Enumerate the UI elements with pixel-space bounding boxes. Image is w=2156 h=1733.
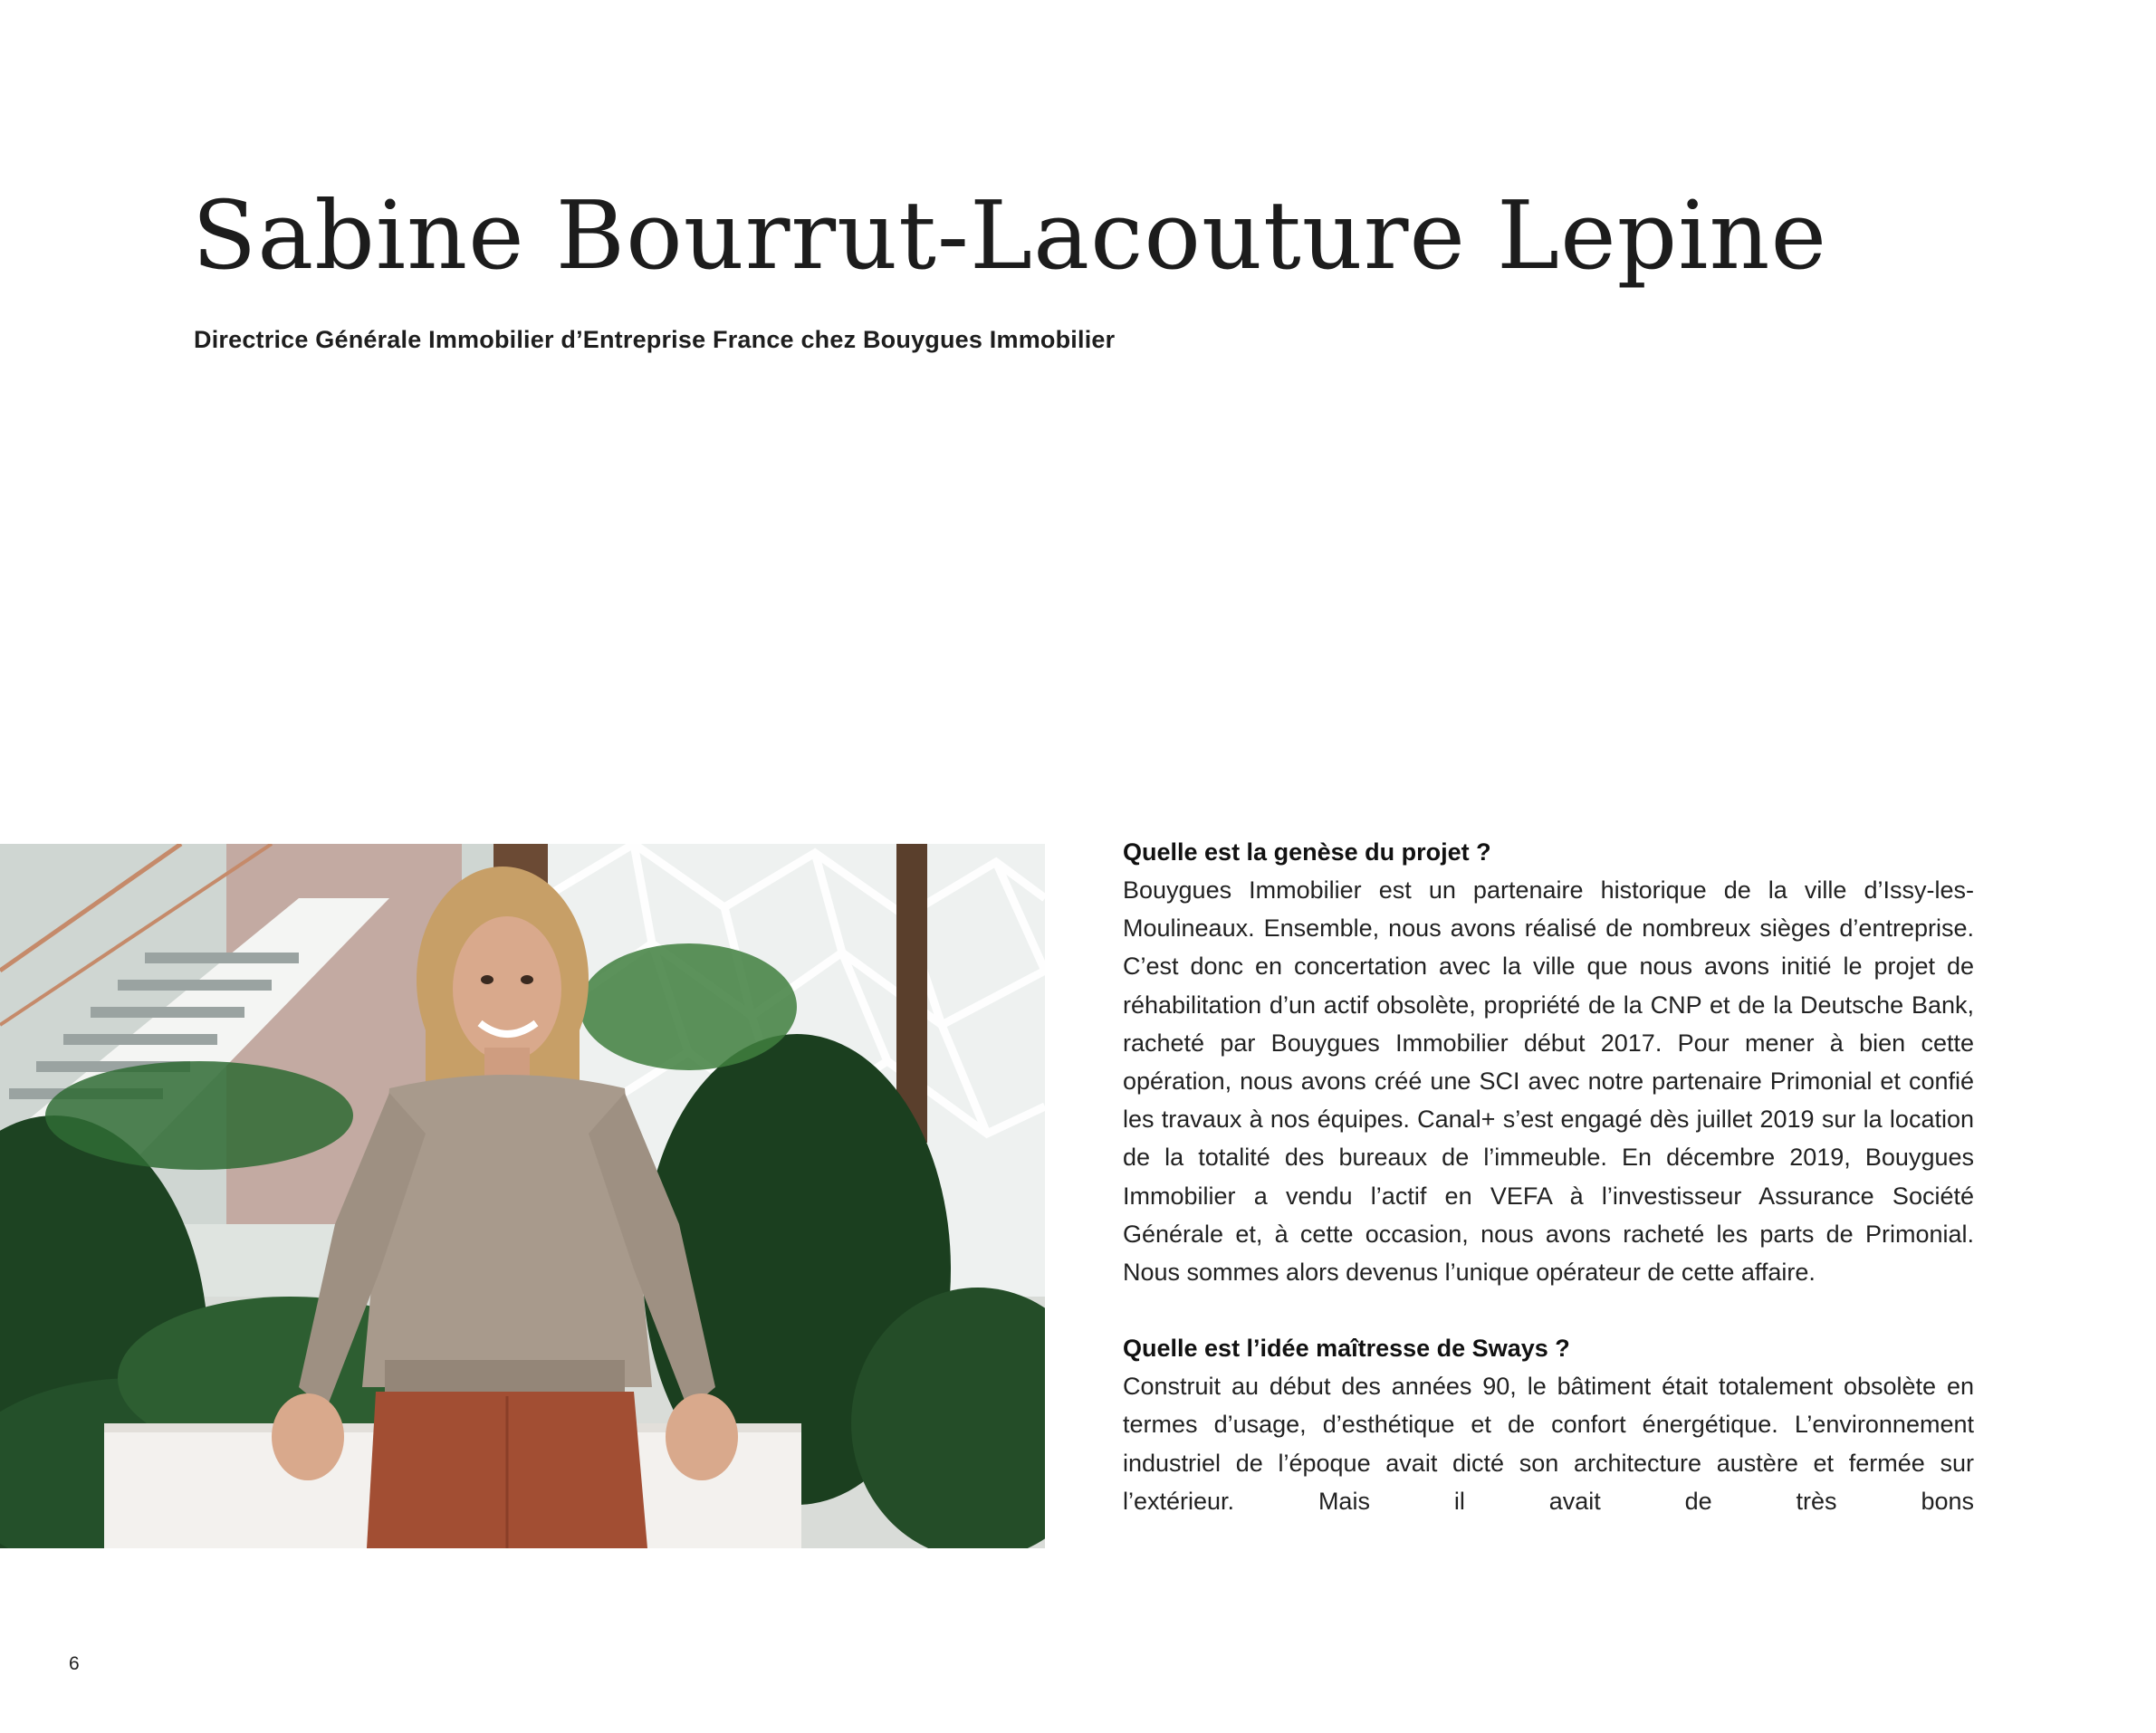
qa-section xyxy=(1123,1329,1974,1520)
qa-section xyxy=(1123,833,1974,1291)
question-heading: Quelle est la genèse du projet ? xyxy=(1123,838,1491,866)
question-heading: Quelle est l’idée maîtresse de Sways ? xyxy=(1123,1335,1570,1363)
page-number: 6 xyxy=(69,1653,80,1674)
answer-paragraph: Construit au début des années 90, le bâtiment était totalement obsolète en termes d’usage, d’esthétique et de confort énergétique. L’environnement industriel de l’époque avait dicté son architecture austère et fermée sur l’extérieur. Mais il avait de très bons xyxy=(1123,1373,1974,1515)
answer-paragraph: Bouygues Immobilier est un partenaire historique de la ville d’Issy-les-Moulineaux. Ensemble, nous avons réalisé de nombreux sièges d’entreprise. C’est donc en concertation avec la ville que nous avons initié le projet de réhabilitation d’un actif obsolète, propriété de la CNP et de la Deutsche Bank, racheté par Bouygues Immobilier début 2017. Pour mener à bien cette opération, nous avons créé une SCI avec notre partenaire Primonial et confié les travaux à nos équipes. Canal+ s’est engagé dès juillet 2019 sur la location de la totalité des bureaux de l’immeuble. En décembre 2019, Bouygues Immobilier a vendu l’actif en VEFA à l’investisseur Assurance Société Générale et, à cette occasion, nous avons racheté les parts de Primonial. Nous sommes alors devenus l’unique opérateur de cette affaire. xyxy=(1123,876,1974,1287)
interview-article xyxy=(1123,833,1974,1520)
portrait-illustration xyxy=(0,844,1045,1548)
page-title: Sabine Bourrut-Lacouture Lepine xyxy=(192,180,1828,291)
page-subtitle: Directrice Générale Immobilier d’Entreprise France chez Bouygues Immobilier xyxy=(194,326,1116,353)
portrait-photo xyxy=(0,844,1045,1548)
